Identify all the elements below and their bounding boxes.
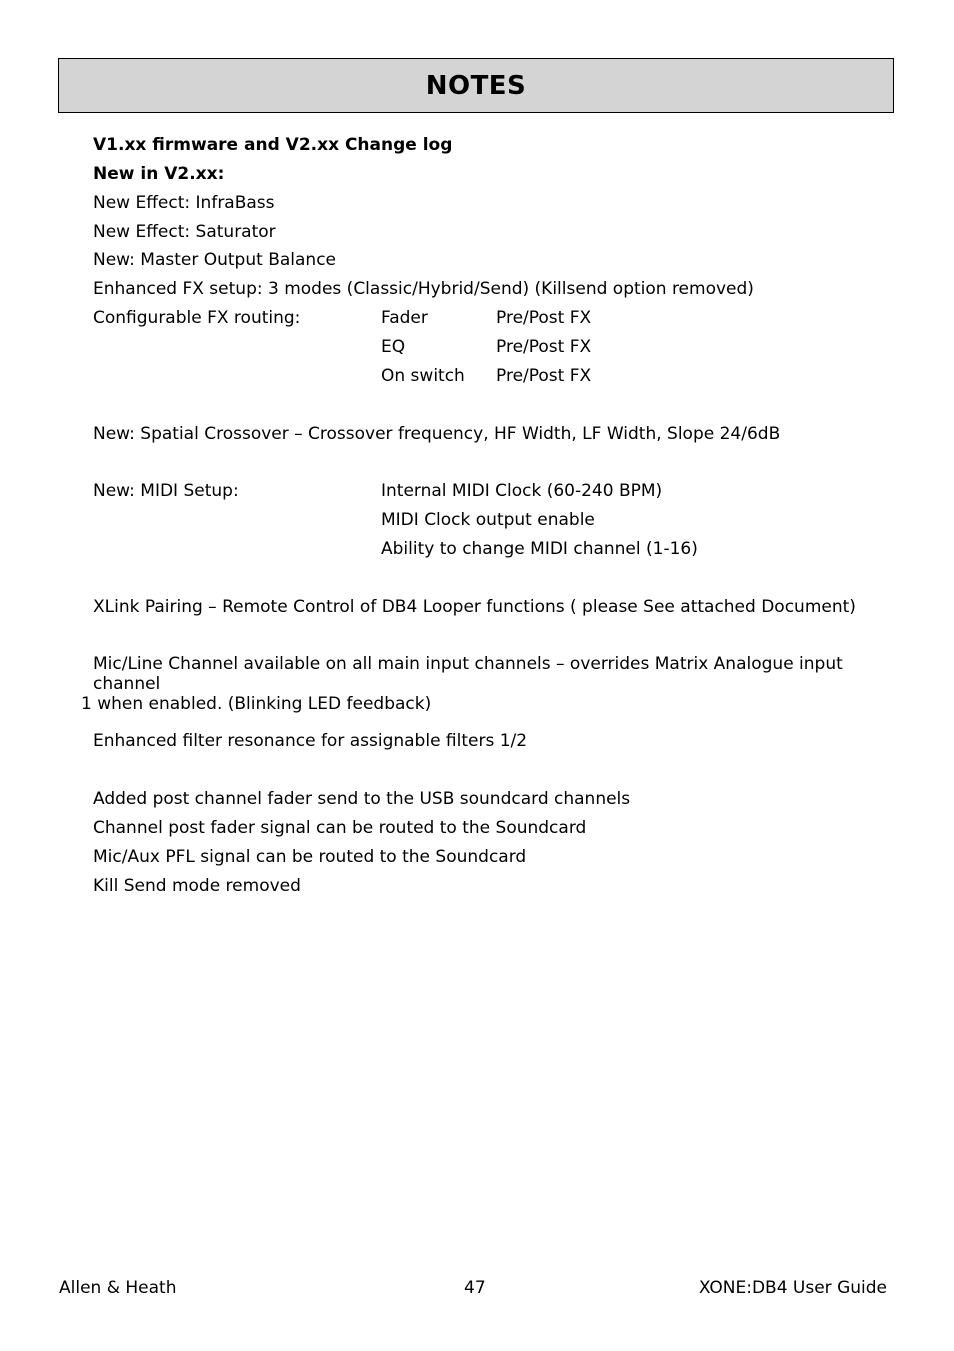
- list-item: New Effect: Saturator: [93, 222, 276, 242]
- changelog-heading: V1.xx firmware and V2.xx Change log: [93, 135, 453, 155]
- list-item: New: Master Output Balance: [93, 250, 336, 270]
- filter-resonance-text: Enhanced filter resonance for assignable filters 1/2: [93, 731, 528, 751]
- midi-setup-item: Ability to change MIDI channel (1-16): [381, 539, 698, 559]
- page-title-box: [58, 58, 894, 113]
- list-item: Enhanced FX setup: 3 modes (Classic/Hybrid/Send) (Killsend option removed): [93, 279, 754, 299]
- midi-setup-label: New: MIDI Setup:: [93, 481, 239, 501]
- fx-routing-item: EQ: [381, 337, 406, 357]
- midi-setup-item: MIDI Clock output enable: [381, 510, 595, 530]
- page-title: NOTES: [425, 70, 527, 101]
- list-item: Kill Send mode removed: [93, 876, 301, 896]
- fx-routing-value: Pre/Post FX: [496, 337, 592, 357]
- mic-line-paragraph: [81, 654, 873, 714]
- footer-page-number: 47: [464, 1278, 486, 1298]
- list-item: New Effect: InfraBass: [93, 193, 275, 213]
- changelog-subheading: New in V2.xx:: [93, 164, 225, 184]
- fx-routing-item: Fader: [381, 308, 428, 328]
- fx-routing-value: Pre/Post FX: [496, 308, 592, 328]
- footer-right: XONE:DB4 User Guide: [698, 1278, 887, 1298]
- list-item: Added post channel fader send to the USB soundcard channels: [93, 789, 631, 809]
- xlink-text: XLink Pairing – Remote Control of DB4 Looper functions ( please See attached Document): [93, 597, 856, 617]
- fx-routing-value: Pre/Post FX: [496, 366, 592, 386]
- midi-setup-item: Internal MIDI Clock (60-240 BPM): [381, 481, 663, 501]
- mic-line-text-line1: Mic/Line Channel available on all main input channels – overrides Matrix Analogue input channel: [93, 654, 843, 694]
- fx-routing-item: On switch: [381, 366, 465, 386]
- list-item: Channel post fader signal can be routed to the Soundcard: [93, 818, 587, 838]
- fx-routing-label: Configurable FX routing:: [93, 308, 301, 328]
- list-item: Mic/Aux PFL signal can be routed to the Soundcard: [93, 847, 527, 867]
- footer-left: Allen & Heath: [59, 1278, 177, 1298]
- spatial-crossover-text: New: Spatial Crossover – Crossover frequency, HF Width, LF Width, Slope 24/6dB: [93, 424, 781, 444]
- mic-line-text-line2: 1 when enabled. (Blinking LED feedback): [81, 694, 432, 714]
